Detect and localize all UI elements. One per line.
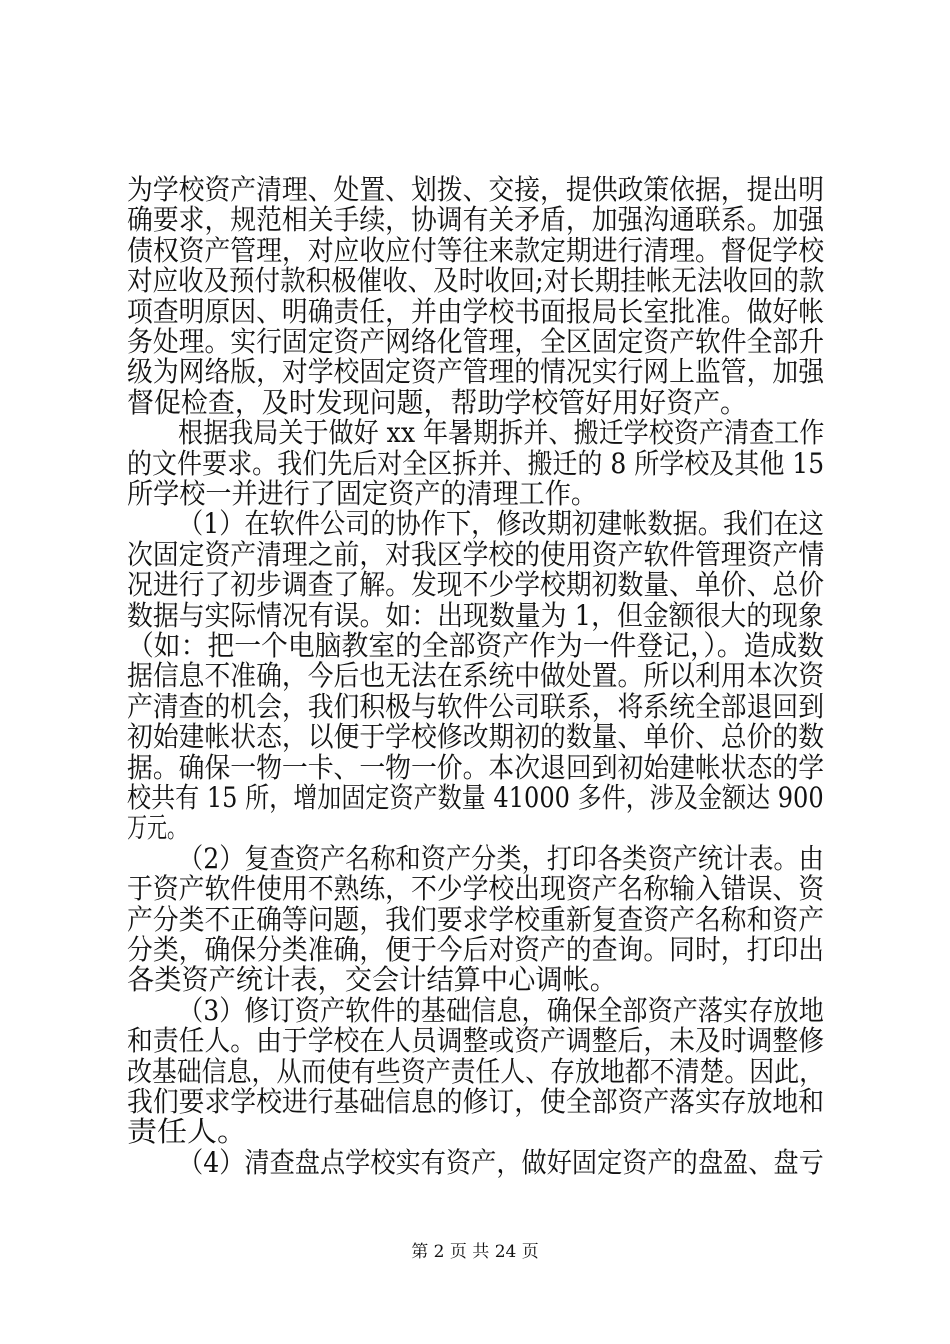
text-line: 各类资产统计表，交会计结算中心调帐。 — [127, 963, 618, 997]
text-line: 责任人。 — [127, 1115, 248, 1149]
text-line: 数据与实际情况有误。如：出现数量为 1，但金额很大的现象 — [127, 598, 824, 632]
text-line: 对应收及预付款积极催收、及时收回;对长期挂帐无法收回的款 — [127, 264, 825, 298]
text-line: （2）复查资产名称和资产分类，打印各类资产统计表。由 — [178, 841, 824, 875]
text-line: 督促检查，及时发现问题，帮助学校管好用好资产。 — [127, 385, 747, 419]
text-line: 为学校资产清理、处置、划拨、交接，提供政策依据，提出明 — [127, 173, 825, 206]
page-number-footer: 第 2 页 共 24 页 — [411, 1242, 539, 1262]
text-line: （4）清查盘点学校实有资产，做好固定资产的盘盈、盘亏 — [178, 1145, 824, 1179]
text-line: 于资产软件使用不熟练，不少学校出现资产名称输入错误、资 — [127, 872, 825, 906]
text-line: 级为网络版，对学校固定资产管理的情况实行网上监管，加强 — [127, 355, 825, 389]
text-line: 确要求，规范相关手续，协调有关矛盾，加强沟通联系。加强 — [127, 203, 825, 237]
text-line: 所学校一并进行了固定资产的清理工作。 — [127, 477, 597, 510]
text-line: 我们要求学校进行基础信息的修订，使全部资产落实存放地和 — [127, 1085, 825, 1118]
text-line: 债权资产管理，对应收应付等往来款定期进行清理。督促学校 — [127, 233, 825, 267]
text-line: 校共有 15 所，增加固定资产数量 41000 多件，涉及金额达 900 — [127, 781, 824, 814]
text-line: 据信息不准确，今后也无法在系统中做处置。所以利用本次资 — [127, 659, 825, 693]
text-line: 次固定资产清理之前，对我区学校的使用资产软件管理资产情 — [127, 537, 825, 571]
text-line: 产清查的机会，我们积极与软件公司联系，将系统全部退回到 — [127, 689, 825, 723]
text-line: 的文件要求。我们先后对全区拆并、搬迁的 8 所学校及其他 15 — [127, 446, 825, 480]
text-line: 据。确保一物一卡、一物一价。本次退回到初始建帐状态的学 — [127, 750, 825, 784]
text-line: 务处理。实行固定资产网络化管理，全区固定资产软件全部升 — [127, 325, 825, 358]
text-line: （如：把一个电脑教室的全部资产作为一件登记，）。造成数 — [127, 629, 825, 662]
text-line: 根据我局关于做好 xx 年暑期拆并、搬迁学校资产清查工作 — [178, 416, 825, 450]
text-line: 万元。 — [127, 811, 188, 845]
text-line: 况进行了初步调查了解。发现不少学校期初数量、单价、总价 — [127, 568, 825, 602]
text-line: 改基础信息，从而使有些资产责任人、存放地都不清楚。因此， — [127, 1054, 824, 1088]
text-line: 和责任人。由于学校在人员调整或资产调整后，未及时调整修 — [127, 1024, 825, 1058]
text-line: 产分类不正确等问题，我们要求学校重新复查资产名称和资产 — [127, 902, 825, 936]
text-line: （1）在软件公司的协作下，修改期初建帐数据。我们在这 — [178, 507, 824, 541]
text-line: 项查明原因、明确责任，并由学校书面报局长室批准。做好帐 — [127, 294, 825, 328]
text-line: （3）修订资产软件的基础信息，确保全部资产落实存放地 — [178, 993, 824, 1027]
text-line: 分类，确保分类准确，便于今后对资产的查询。同时，打印出 — [127, 933, 825, 966]
text-line: 初始建帐状态，以便于学校修改期初的数量、单价、总价的数 — [127, 720, 825, 754]
